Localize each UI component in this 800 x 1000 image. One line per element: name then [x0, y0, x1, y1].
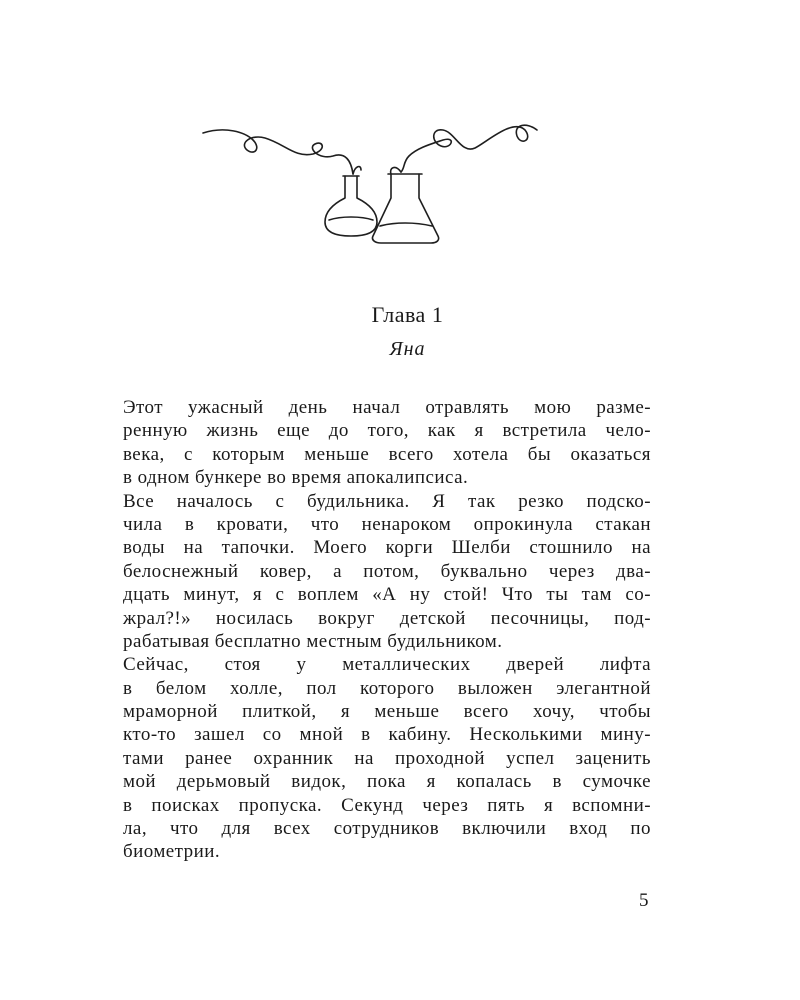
text-line: мраморной плиткой, я меньше всего хочу, чтобы: [123, 701, 651, 723]
chemistry-flasks-icon: [195, 112, 545, 252]
text-line: в белом холле, пол которого выложен элегантной: [123, 677, 651, 699]
text-line: века, с которым меньше всего хотела бы оказаться: [123, 443, 651, 465]
text-line: белоснежный ковер, а потом, буквально через два-: [123, 560, 651, 582]
paragraph: [123, 653, 651, 864]
chapter-subtitle: Яна: [389, 338, 426, 360]
text-line: жрал?!» носилась вокруг детской песочницы, под-: [123, 607, 651, 629]
text-line: Все началось с будильника. Я так резко подско-: [123, 490, 651, 512]
text-line: ренную жизнь еще до того, как я встретила чело-: [123, 420, 651, 442]
text-line: в поисках пропуска. Секунд через пять я вспомни-: [123, 794, 651, 816]
paragraph: [123, 396, 651, 490]
text-line: тами ранее охранник на проходной успел заценить: [123, 747, 651, 769]
text-line: ла, что для всех сотрудников включили вход по: [123, 818, 651, 840]
text-line: кто-то зашел со мной в кабину. Несколькими мину-: [123, 724, 651, 746]
text-line: чила в кровати, что ненароком опрокинула стакан: [123, 513, 651, 535]
text-line: биометрии.: [123, 841, 221, 863]
text-line: воды на тапочки. Моего корги Шелби стошнило на: [123, 537, 651, 559]
page-number: 5: [639, 890, 649, 911]
text-line: Сейчас, стоя у металлических дверей лифта: [123, 654, 651, 676]
paragraph: [123, 490, 651, 654]
text-line: в одном бункере во время апокалипсиса.: [123, 467, 469, 489]
text-line: рабатывая бесплатно местным будильником.: [123, 630, 503, 652]
text-line: дцать минут, я с воплем «А ну стой! Что ты там со-: [123, 584, 651, 606]
text-line: мой дерьмовый видок, пока я копалась в сумочке: [123, 771, 651, 793]
body-text: [123, 396, 651, 864]
chapter-title: Глава 1: [371, 302, 444, 327]
text-line: Этот ужасный день начал отравлять мою разме-: [123, 397, 651, 418]
